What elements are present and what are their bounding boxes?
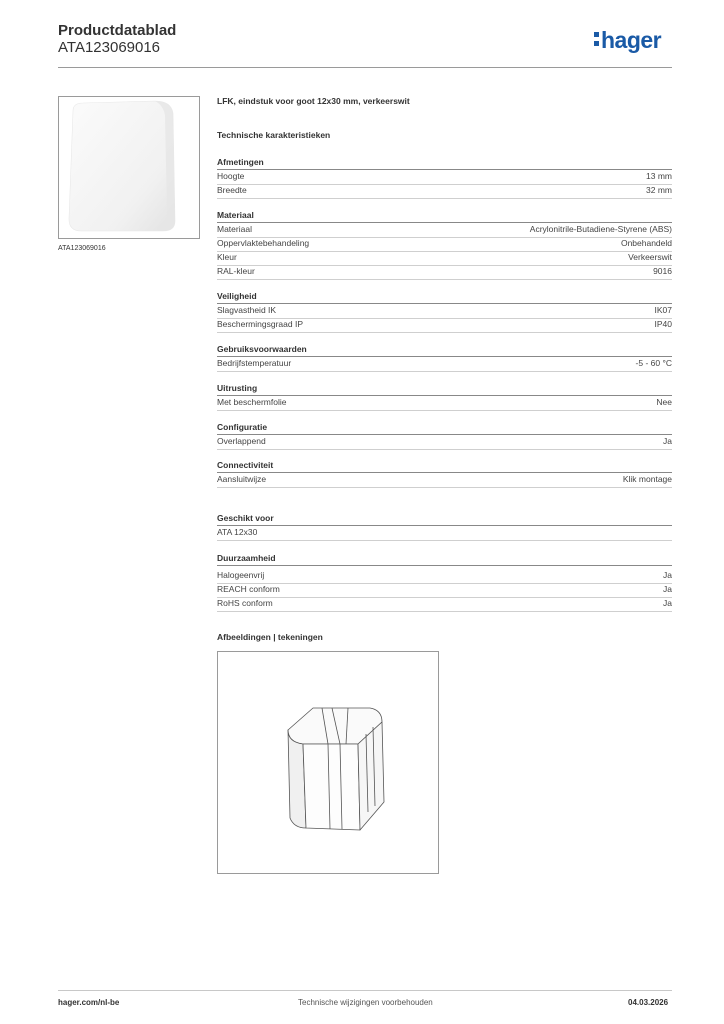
section-title-connectiviteit: Connectiviteit	[217, 460, 672, 473]
spec-label: RoHS conform	[217, 598, 273, 608]
spec-row	[217, 237, 672, 252]
spec-value: IK07	[654, 305, 672, 315]
spec-value: Verkeerswit	[628, 252, 672, 262]
footer-website-link[interactable]: hager.com/nl-be	[58, 998, 120, 1007]
spec-value: 13 mm	[646, 171, 672, 181]
section-title-gebruiksvoorwaarden: Gebruiksvoorwaarden	[217, 344, 672, 357]
logo-text: hager	[601, 27, 662, 53]
spec-label: ATA 12x30	[217, 527, 258, 537]
spec-label: Kleur	[217, 252, 237, 262]
product-photo-image	[59, 97, 199, 238]
spec-row	[217, 357, 672, 372]
spec-value: Ja	[663, 570, 672, 580]
spec-value: -5 - 60 °C	[635, 358, 672, 368]
drawings-heading: Afbeeldingen | tekeningen	[217, 632, 323, 642]
spec-label: Slagvastheid IK	[217, 305, 277, 315]
spec-value: Nee	[656, 397, 672, 407]
product-photo	[58, 96, 200, 239]
spec-label: RAL-kleur	[217, 266, 255, 276]
spec-value: Onbehandeld	[620, 238, 672, 248]
spec-row	[217, 265, 672, 280]
section-title-uitrusting: Uitrusting	[217, 383, 672, 396]
spec-row	[217, 184, 672, 199]
spec-row	[217, 597, 672, 612]
spec-label: Aansluitwijze	[217, 474, 267, 484]
spec-value: Ja	[663, 436, 672, 446]
section-title-duurzaamheid: Duurzaamheid	[217, 553, 672, 566]
header-divider	[58, 67, 672, 68]
spec-value: IP40	[654, 319, 672, 329]
spec-label: Oppervlaktebehandeling	[217, 238, 310, 248]
section-title-afmetingen: Afmetingen	[217, 157, 672, 170]
footer-date: 04.03.2026	[628, 998, 669, 1007]
spec-label: Beschermingsgraad IP	[217, 319, 303, 329]
spec-row	[217, 583, 672, 598]
spec-row	[217, 223, 672, 238]
photo-caption: ATA123069016	[58, 245, 106, 252]
spec-label: Halogeenvrij	[217, 570, 265, 580]
spec-row	[217, 396, 672, 411]
spec-row	[217, 304, 672, 319]
spec-row	[217, 170, 672, 185]
technical-drawing	[217, 651, 439, 874]
spec-label: Materiaal	[217, 224, 252, 234]
spec-label: Met beschermfolie	[217, 397, 287, 407]
spec-row	[217, 435, 672, 450]
spec-row	[217, 318, 672, 333]
spec-label: Hoogte	[217, 171, 245, 181]
section-title-configuratie: Configuratie	[217, 422, 672, 435]
spec-label: Breedte	[217, 185, 247, 195]
spec-row	[217, 526, 672, 541]
footer-divider	[58, 990, 672, 991]
spec-label: Overlappend	[217, 436, 266, 446]
section-title-veiligheid: Veiligheid	[217, 291, 672, 304]
section-title-materiaal: Materiaal	[217, 210, 672, 223]
spec-label: REACH conform	[217, 584, 280, 594]
spec-value: Acrylonitrile-Butadiene-Styrene (ABS)	[529, 224, 672, 234]
spec-value: Ja	[663, 584, 672, 594]
spec-value: 9016	[653, 266, 672, 276]
hager-logo	[594, 27, 661, 54]
tech-specs-heading: Technische karakteristieken	[217, 130, 331, 140]
spec-row	[217, 569, 672, 584]
spec-value: 32 mm	[646, 185, 672, 195]
product-description: LFK, eindstuk voor goot 12x30 mm, verkeerswit	[217, 96, 410, 106]
end-cap-drawing-image	[218, 652, 438, 873]
spec-value: Klik montage	[622, 474, 672, 484]
logo-dots-icon	[594, 32, 599, 50]
spec-value: Ja	[663, 598, 672, 608]
section-title-geschikt-voor: Geschikt voor	[217, 513, 672, 526]
footer-disclaimer: Technische wijzigingen voorbehouden	[298, 998, 433, 1007]
spec-row	[217, 251, 672, 266]
spec-label: Bedrijfstemperatuur	[217, 358, 292, 368]
spec-row	[217, 473, 672, 488]
product-code: ATA123069016	[58, 39, 161, 56]
document-title: Productdatablad	[58, 22, 177, 39]
